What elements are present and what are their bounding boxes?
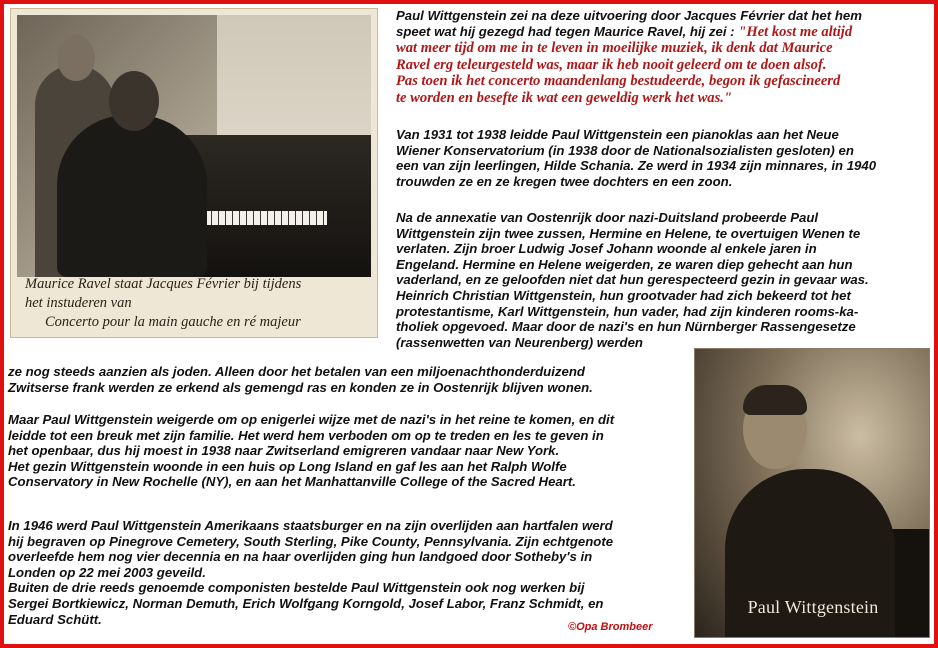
text-line: Wiener Konservatorium (in 1938 door de Nationalsozialisten gesloten) en bbox=[396, 142, 854, 158]
photo-caption: Paul Wittgenstein bbox=[747, 597, 879, 617]
quote-line: Pas toen ik het concerto maandenlang bestudeerde, begon ik gefascineerd bbox=[396, 73, 841, 90]
paragraph-1 bbox=[396, 127, 876, 189]
intro-line bbox=[396, 24, 862, 41]
text-line: Van 1931 tot 1938 leidde Paul Wittgenstein een pianoklas aan het Neue bbox=[396, 127, 839, 142]
intro-line-text: Paul Wittgenstein zei na deze uitvoering door Jacques Février dat het hem bbox=[396, 8, 862, 23]
text-line: Maar Paul Wittgenstein weigerde om op enigerlei wijze met de nazi's in het reine te komen, en dit bbox=[8, 412, 615, 427]
text-line: Het gezin Wittgenstein woonde in een huis op Long Island en gaf les aan het Ralph Wolfe bbox=[8, 458, 567, 474]
text-line: Sergei Bortkiewicz, Norman Demuth, Erich Wolfgang Korngold, Josef Labor, Franz Schmidt, en bbox=[8, 595, 604, 611]
quote-text bbox=[396, 40, 840, 106]
text-line: Londen op 22 mei 2003 geveild. bbox=[8, 564, 206, 580]
text-line: Zwitserse frank werden ze erkend als gemengd ras en konden ze in Oostenrijk blijven wonen. bbox=[8, 379, 593, 395]
intro-line-text: speet wat hij gezegd had tegen Maurice Ravel, hij zei : bbox=[396, 24, 739, 39]
paragraph-4 bbox=[8, 518, 613, 627]
quote-line: Ravel erg teleurgesteld was, maar ik heb nooit geleerd om te doen alsof. bbox=[396, 56, 827, 73]
intro-text bbox=[396, 8, 862, 41]
intro-line bbox=[396, 8, 862, 24]
text-line: In 1946 werd Paul Wittgenstein Amerikaans staatsburger en na zijn overlijden aan hartfalen werd bbox=[8, 518, 613, 533]
caption-line: Maurice Ravel staat Jacques Février bij tijdens bbox=[25, 276, 302, 292]
text-line: trouwden ze en ze kregen twee dochters en een zoon. bbox=[396, 173, 733, 189]
text-line: een van zijn leerlingen, Hilde Schania. Ze werd in 1934 zijn minnares, in 1940 bbox=[396, 158, 877, 174]
photo-scene bbox=[17, 15, 371, 277]
text-line: ze nog steeds aanzien als joden. Alleen door het betalen van een miljoenachthonderduizend bbox=[8, 364, 585, 379]
text-line: het openbaar, dus hij moest in 1938 naar Zwitserland emigreren vandaar naar New York. bbox=[8, 443, 560, 459]
caption-line: Concerto pour la main gauche en ré majeur bbox=[45, 314, 301, 330]
credit-signature: ©Opa Brombeer bbox=[568, 621, 653, 633]
caption-line: het instuderen van bbox=[25, 295, 132, 311]
photo-ravel-fevrier bbox=[10, 8, 378, 338]
photo-caption bbox=[19, 275, 371, 335]
quote-line: te worden en besefte ik wat een geweldig werk het was." bbox=[396, 89, 733, 106]
text-line: Heinrich Christian Wittgenstein, hun grootvader had zich bekeerd tot het bbox=[396, 287, 851, 303]
photo-standing-man-head bbox=[57, 35, 95, 81]
quote-line: wat meer tijd om me in te leven in moeilijke muziek, ik denk dat Maurice bbox=[396, 40, 833, 56]
text-line: tholiek opgevoed. Maar door de nazi's en hun Nürnberger Rassengesetze bbox=[396, 319, 856, 335]
text-line: Eduard Schütt. bbox=[8, 611, 102, 627]
text-line: Engeland. Hermine en Helene weigerden, ze waren diep gehecht aan hun bbox=[396, 256, 853, 272]
text-line: Conservatory in New Rochelle (NY), en aan het Manhattanville College of the Sacred Heart. bbox=[8, 474, 576, 490]
photo-pianist-head bbox=[109, 71, 159, 131]
text-line: leidde tot een breuk met zijn familie. Het werd hem verboden om op te treden en les te geven in bbox=[8, 427, 604, 443]
photo-paul-wittgenstein bbox=[694, 348, 930, 638]
text-line: (rassenwetten van Neurenberg) werden bbox=[396, 334, 643, 350]
paragraph-2 bbox=[396, 210, 869, 350]
photo-person-hair bbox=[743, 385, 807, 415]
text-line: hij begraven op Pinegrove Cemetery, South Sterling, Pike County, Pennsylvania. Zijn echtgenote bbox=[8, 533, 614, 549]
paragraph-3 bbox=[8, 412, 614, 490]
paragraph-2-continued bbox=[8, 364, 593, 395]
text-line: Buiten de drie reeds genoemde componisten bestelde Paul Wittgenstein ook nog werken bij bbox=[8, 580, 585, 596]
quote-line: "Het kost me altijd bbox=[738, 24, 853, 40]
text-line: Wittgenstein zijn twee zussen, Hermine en Helene, te overtuigen Wenen te bbox=[396, 225, 861, 241]
text-line: overleefde hem nog vier decennia en na haar overlijden ging hun landgoed door Sotheby's in bbox=[8, 549, 593, 565]
text-line: protestantisme, Karl Wittgenstein, hun vader, had zijn kinderen rooms-ka- bbox=[396, 303, 859, 319]
text-line: verlaten. Zijn broer Ludwig Josef Johann woonde al enkele jaren in bbox=[396, 241, 817, 257]
text-line: Na de annexatie van Oostenrijk door nazi-Duitsland probeerde Paul bbox=[396, 210, 819, 225]
text-line: vaderland, en ze geloofden niet dat hun gerespecteerd gezin in gevaar was. bbox=[396, 272, 869, 288]
photo-pianist bbox=[57, 115, 207, 277]
